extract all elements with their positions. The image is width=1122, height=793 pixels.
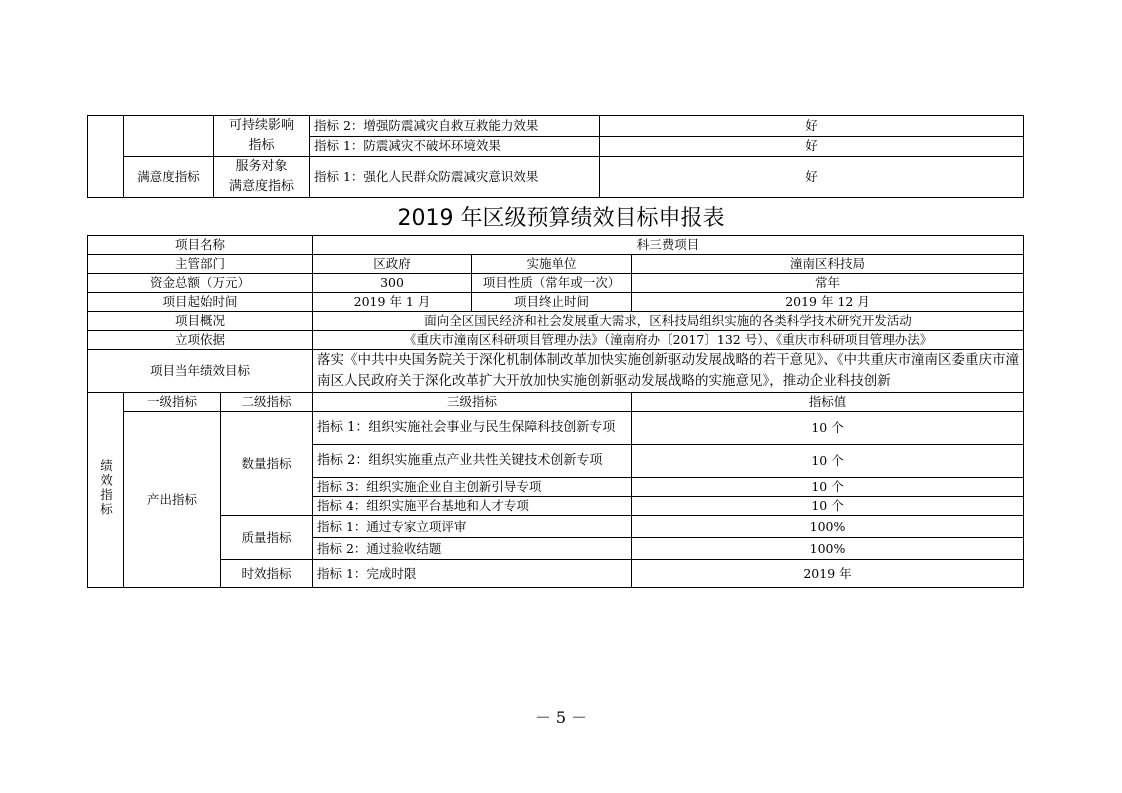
nature-label: 项目性质（常年或一次） [472, 274, 632, 293]
indicator-text: 指标 2：增强防震减灾自救互救能力效果 [310, 116, 600, 137]
overview-label: 项目概况 [88, 312, 313, 331]
indicator-value: 10 个 [632, 478, 1024, 497]
impl-label: 实施单位 [472, 255, 632, 274]
indicator-text: 指标 1：通过专家立项评审 [313, 516, 632, 538]
dept-value: 区政府 [313, 255, 472, 274]
funds-value: 300 [313, 274, 472, 293]
indicator-value: 10 个 [632, 412, 1024, 445]
dept-label: 主管部门 [88, 255, 313, 274]
indicator-value: 好 [600, 136, 1024, 157]
indicator-text: 指标 1：防震减灾不破坏环境效果 [310, 136, 600, 157]
indicator-text: 指标 4：组织实施平台基地和人才专项 [313, 497, 632, 516]
indicator-text: 指标 2：组织实施重点产业共性关键技术创新专项 [313, 445, 632, 478]
overview-value: 面向全区国民经济和社会发展重大需求，区科技局组织实施的各类科学技术研究开发活动 [313, 312, 1024, 331]
indicator-text: 指标 1：组织实施社会事业与民生保障科技创新专项 [313, 412, 632, 445]
value-header: 指标值 [632, 393, 1024, 412]
blank-cell [124, 116, 214, 157]
sustainable-impact-label: 可持续影响 指标 [214, 116, 310, 157]
basis-label: 立项依据 [88, 331, 313, 350]
indicator-text: 指标 3：组织实施企业自主创新引导专项 [313, 478, 632, 497]
start-value: 2019 年 1 月 [313, 293, 472, 312]
satisfaction-label: 满意度指标 [124, 157, 214, 198]
end-value: 2019 年 12 月 [632, 293, 1024, 312]
budget-performance-table [87, 235, 1024, 588]
indicator-value: 好 [600, 116, 1024, 137]
service-satisfaction-label: 服务对象 满意度指标 [214, 157, 310, 198]
basis-value: 《重庆市潼南区科研项目管理办法》（潼南府办〔2017〕132 号）、《重庆市科研项目管理办法》 [313, 331, 1024, 350]
nature-value: 常年 [632, 274, 1024, 293]
output-indicators-label: 产出指标 [124, 412, 221, 588]
perf-indicators-label: 绩效指标 [88, 393, 124, 588]
indicator-value: 100% [632, 538, 1024, 560]
funds-label: 资金总额（万元） [88, 274, 313, 293]
time-indicators-label: 时效指标 [221, 560, 313, 588]
quality-indicators-label: 质量指标 [221, 516, 313, 560]
project-name-label: 项目名称 [88, 236, 313, 255]
indicator-value: 2019 年 [632, 560, 1024, 588]
indicator-value: 10 个 [632, 445, 1024, 478]
indicator-text: 指标 1：完成时限 [313, 560, 632, 588]
indicator-value: 10 个 [632, 497, 1024, 516]
goal-value: 落实《中共中央国务院关于深化机制体制改革加快实施创新驱动发展战略的若干意见》、《中共重庆市潼南区委重庆市潼南区人民政府关于深化改革扩大开放加快实施创新驱动发展战略的实施意见》，推动企业科技创新 [313, 350, 1024, 393]
page-number: － 5 － [534, 708, 588, 727]
level3-header: 三级指标 [313, 393, 632, 412]
goal-label: 项目当年绩效目标 [88, 350, 313, 393]
end-label: 项目终止时间 [472, 293, 632, 312]
page-title: 2019 年区级预算绩效目标申报表 [397, 206, 725, 231]
indicator-value: 100% [632, 516, 1024, 538]
indicator-text: 指标 2：通过验收结题 [313, 538, 632, 560]
project-name: 科三费项目 [313, 236, 1024, 255]
level1-header: 一级指标 [124, 393, 221, 412]
continuation-table [87, 115, 1024, 198]
indicator-text: 指标 1：强化人民群众防震减灾意识效果 [310, 157, 600, 198]
level2-header: 二级指标 [221, 393, 313, 412]
impl-value: 潼南区科技局 [632, 255, 1024, 274]
indicator-value: 好 [600, 157, 1024, 198]
start-label: 项目起始时间 [88, 293, 313, 312]
blank-cell [88, 116, 124, 198]
quantity-indicators-label: 数量指标 [221, 412, 313, 516]
